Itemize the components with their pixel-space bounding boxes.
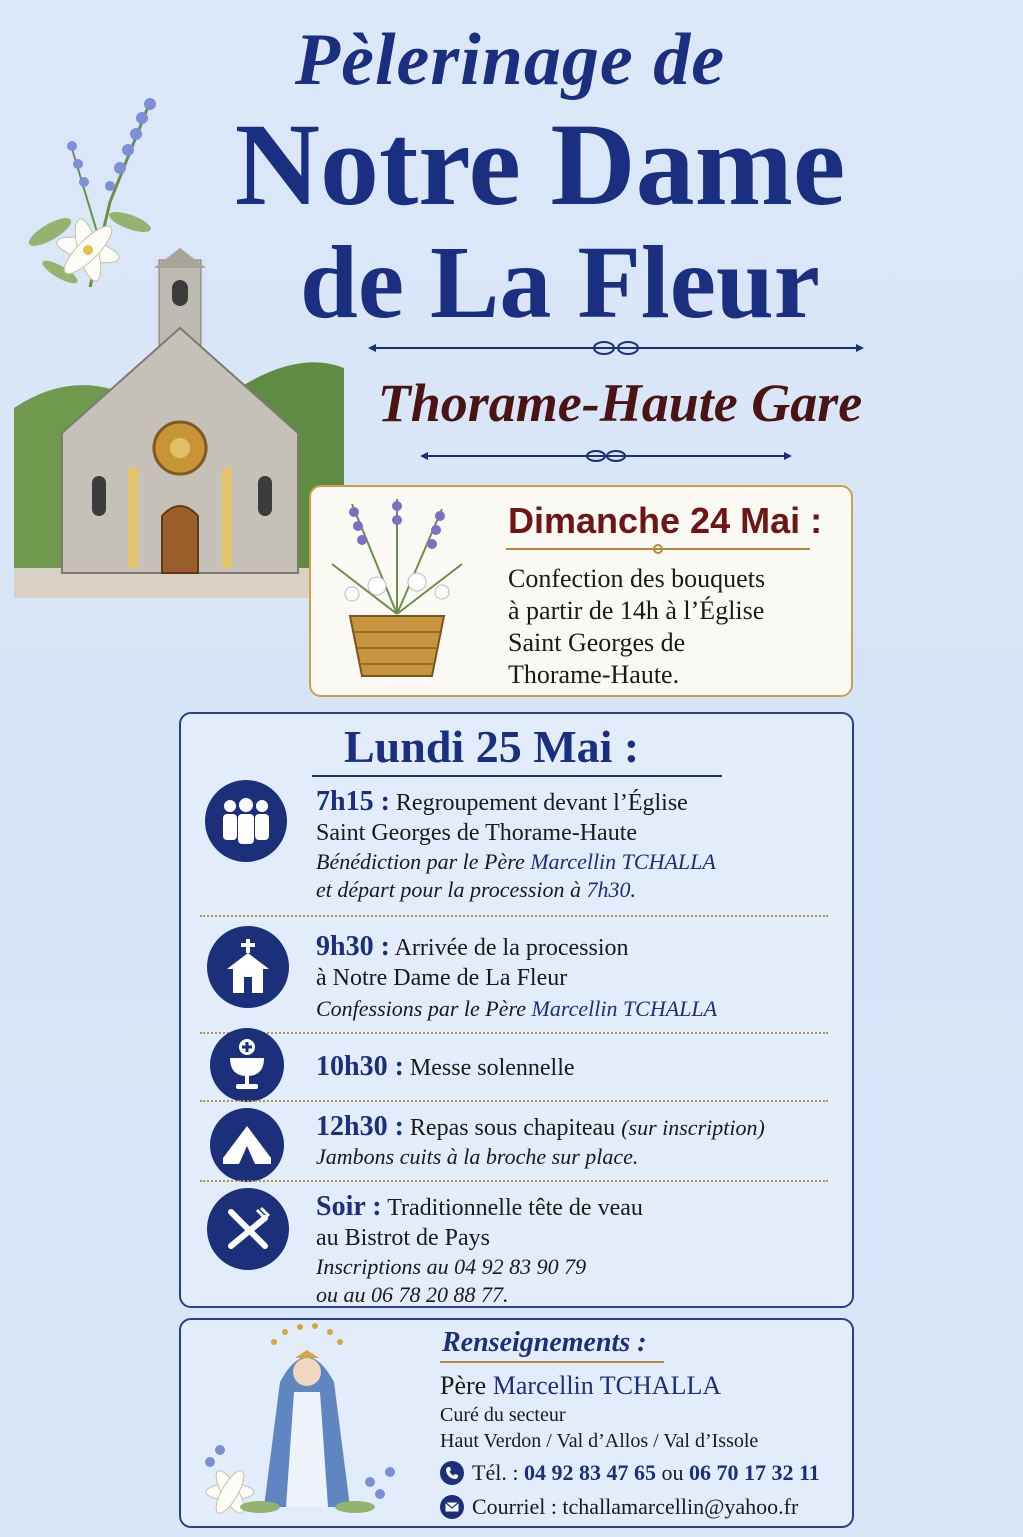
- tent-icon: [210, 1108, 284, 1182]
- virgin-mary-illustration: [190, 1322, 415, 1522]
- title-line-3: de La Fleur: [300, 225, 820, 340]
- phone-number-2[interactable]: 06 70 17 32 11: [688, 1460, 820, 1485]
- flower-basket-illustration: [322, 494, 472, 684]
- event-time: Soir :: [316, 1191, 382, 1222]
- event-separator: [200, 915, 828, 917]
- sunday-line: Thorame-Haute.: [508, 660, 680, 689]
- event-time: 9h30 :: [316, 931, 390, 962]
- event-separator: [200, 1100, 828, 1102]
- group-icon: [205, 780, 287, 862]
- event-text: Repas sous chapiteau: [409, 1115, 616, 1141]
- event-note: (sur inscription): [621, 1115, 765, 1140]
- priest-name: Marcellin TCHALLA: [531, 996, 718, 1021]
- sunday-line: à partir de 14h à l’Église: [508, 596, 765, 625]
- priest-name: Marcellin TCHALLA: [492, 1371, 722, 1400]
- sunday-line: Saint Georges de: [508, 628, 686, 657]
- event-time: 12h30 :: [316, 1111, 404, 1142]
- title-line-1: Pèlerinage de: [294, 19, 726, 101]
- chalice-icon: [210, 1028, 284, 1102]
- sunday-description: [508, 563, 838, 691]
- ornament-divider-bottom: [420, 446, 792, 466]
- phone-label: Tél. :: [472, 1460, 524, 1485]
- event-text: Saint Georges de Thorame-Haute: [316, 820, 638, 846]
- event-note: Jambons cuits à la broche sur place.: [316, 1144, 639, 1169]
- phone-number-1[interactable]: 04 92 83 47 65: [523, 1460, 656, 1485]
- chapel-icon: [207, 926, 289, 1008]
- event-note-end: .: [630, 877, 636, 902]
- event-separator: [200, 1032, 828, 1034]
- event-time: 10h30 :: [316, 1051, 404, 1082]
- event-text: Arrivée de la procession: [394, 935, 629, 961]
- info-body: [440, 1370, 820, 1520]
- mail-icon: [440, 1495, 464, 1519]
- location-subtitle: Thorame-Haute Gare: [377, 373, 863, 433]
- monday-title-underline: [312, 770, 722, 782]
- phone-icon: [440, 1461, 464, 1485]
- event-text: Traditionnelle tête de veau: [387, 1195, 643, 1221]
- info-title-underline: [440, 1358, 664, 1366]
- phone-row: [440, 1460, 820, 1486]
- event-9h30: [316, 932, 826, 1023]
- phone-or: ou: [655, 1460, 689, 1485]
- title-line-2: Notre Dame: [234, 99, 846, 230]
- priest-name: Marcellin TCHALLA: [530, 849, 716, 874]
- event-time: 7h15 :: [316, 786, 390, 817]
- event-text: Regroupement devant l’Église: [395, 790, 688, 816]
- info-title: Renseignements :: [442, 1327, 647, 1358]
- event-text: au Bistrot de Pays: [316, 1225, 490, 1251]
- monday-title: Lundi 25 Mai :: [344, 721, 640, 772]
- event-note-time: 7h30: [586, 877, 631, 902]
- priest-role: Curé du secteur: [440, 1404, 566, 1426]
- sunday-title-underline: [506, 542, 810, 556]
- sunday-title: Dimanche 24 Mai :: [508, 500, 823, 541]
- event-note: Bénédiction par le Père: [316, 849, 531, 874]
- event-text: Messe solennelle: [409, 1055, 575, 1081]
- event-note: et départ pour la procession à: [316, 877, 587, 902]
- event-soir: [316, 1192, 826, 1309]
- event-note: Inscriptions au 04 92 83 90 79: [316, 1254, 587, 1279]
- event-12h30: [316, 1112, 826, 1171]
- event-7h15: [316, 787, 826, 904]
- email-text[interactable]: Courriel : tchallamarcellin@yahoo.fr: [472, 1494, 799, 1519]
- event-note: ou au 06 78 20 88 77.: [316, 1282, 509, 1307]
- email-row: [440, 1494, 820, 1520]
- event-note: Confessions par le Père: [316, 996, 532, 1021]
- fork-knife-icon: [207, 1188, 289, 1270]
- event-text: à Notre Dame de La Fleur: [316, 965, 568, 991]
- priest-title: Père: [440, 1371, 493, 1400]
- event-10h30: [316, 1052, 826, 1083]
- event-separator: [200, 1180, 828, 1182]
- ornament-divider-top: [368, 338, 864, 358]
- sunday-line: Confection des bouquets: [508, 564, 766, 593]
- priest-sector: Haut Verdon / Val d’Allos / Val d’Issole: [440, 1430, 759, 1452]
